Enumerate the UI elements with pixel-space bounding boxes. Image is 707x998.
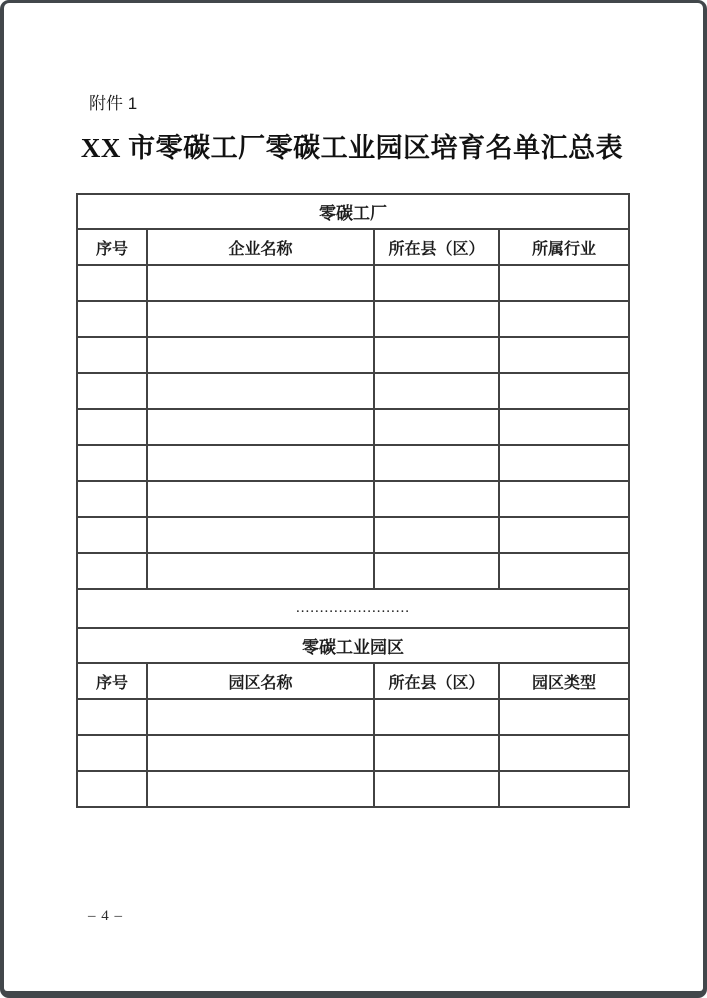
attachment-label: 附件 1 [89, 94, 138, 113]
table-row [77, 337, 629, 373]
table-cell [374, 301, 499, 337]
table-cell [147, 771, 374, 807]
table-row [77, 517, 629, 553]
column-header-county: 所在县（区） [374, 663, 499, 699]
table-cell [499, 373, 629, 409]
section-header-row [77, 628, 629, 663]
table-row [77, 699, 629, 735]
table-cell [499, 771, 629, 807]
table-row [77, 409, 629, 445]
table-cell [77, 445, 147, 481]
table-cell [374, 553, 499, 589]
ellipsis-row [77, 589, 629, 628]
document-page [4, 3, 703, 991]
column-header-county: 所在县（区） [374, 229, 499, 265]
table-cell [147, 699, 374, 735]
table-cell [499, 445, 629, 481]
table-cell [374, 373, 499, 409]
table-cell [77, 373, 147, 409]
table-cell [77, 337, 147, 373]
table-row [77, 301, 629, 337]
table-cell [77, 265, 147, 301]
table-cell [147, 337, 374, 373]
table-row [77, 771, 629, 807]
table-cell [147, 373, 374, 409]
table-cell [147, 517, 374, 553]
document-content [76, 3, 628, 808]
table-cell [147, 301, 374, 337]
table-cell [77, 735, 147, 771]
column-header-industry: 所属行业 [499, 229, 629, 265]
summary-table [76, 193, 630, 808]
column-header-row [77, 663, 629, 699]
column-header-seq: 序号 [77, 663, 147, 699]
table-cell [499, 699, 629, 735]
table-cell [499, 553, 629, 589]
table-cell [77, 481, 147, 517]
page-number: – 4 – [88, 908, 123, 924]
ellipsis-cell: ........................ [77, 589, 629, 628]
table-cell [374, 771, 499, 807]
page-title: XX 市零碳工厂零碳工业园区培育名单汇总表 [80, 133, 624, 163]
table-cell [499, 481, 629, 517]
table-row [77, 265, 629, 301]
table-cell [374, 735, 499, 771]
table-cell [147, 265, 374, 301]
table-cell [77, 409, 147, 445]
table-cell [374, 337, 499, 373]
table-cell [147, 445, 374, 481]
table-cell [374, 699, 499, 735]
table-cell [147, 553, 374, 589]
table-row [77, 553, 629, 589]
section-header-factory: 零碳工厂 [77, 194, 629, 229]
table-cell [147, 735, 374, 771]
table-cell [499, 337, 629, 373]
table-cell [77, 301, 147, 337]
table-cell [499, 735, 629, 771]
column-header-park-name: 园区名称 [147, 663, 374, 699]
table-cell [147, 409, 374, 445]
section-header-row [77, 194, 629, 229]
table-cell [147, 481, 374, 517]
table-cell [499, 301, 629, 337]
table-cell [77, 771, 147, 807]
table-cell [77, 699, 147, 735]
table-cell [499, 265, 629, 301]
table-cell [374, 481, 499, 517]
table-row [77, 735, 629, 771]
table-cell [374, 517, 499, 553]
table-cell [374, 265, 499, 301]
column-header-row [77, 229, 629, 265]
column-header-enterprise-name: 企业名称 [147, 229, 374, 265]
table-row [77, 481, 629, 517]
table-cell [374, 445, 499, 481]
section-header-park: 零碳工业园区 [77, 628, 629, 663]
table-row [77, 445, 629, 481]
column-header-park-type: 园区类型 [499, 663, 629, 699]
column-header-seq: 序号 [77, 229, 147, 265]
table-cell [77, 553, 147, 589]
table-cell [499, 409, 629, 445]
table-cell [499, 517, 629, 553]
table-cell [77, 517, 147, 553]
table-row [77, 373, 629, 409]
table-cell [374, 409, 499, 445]
